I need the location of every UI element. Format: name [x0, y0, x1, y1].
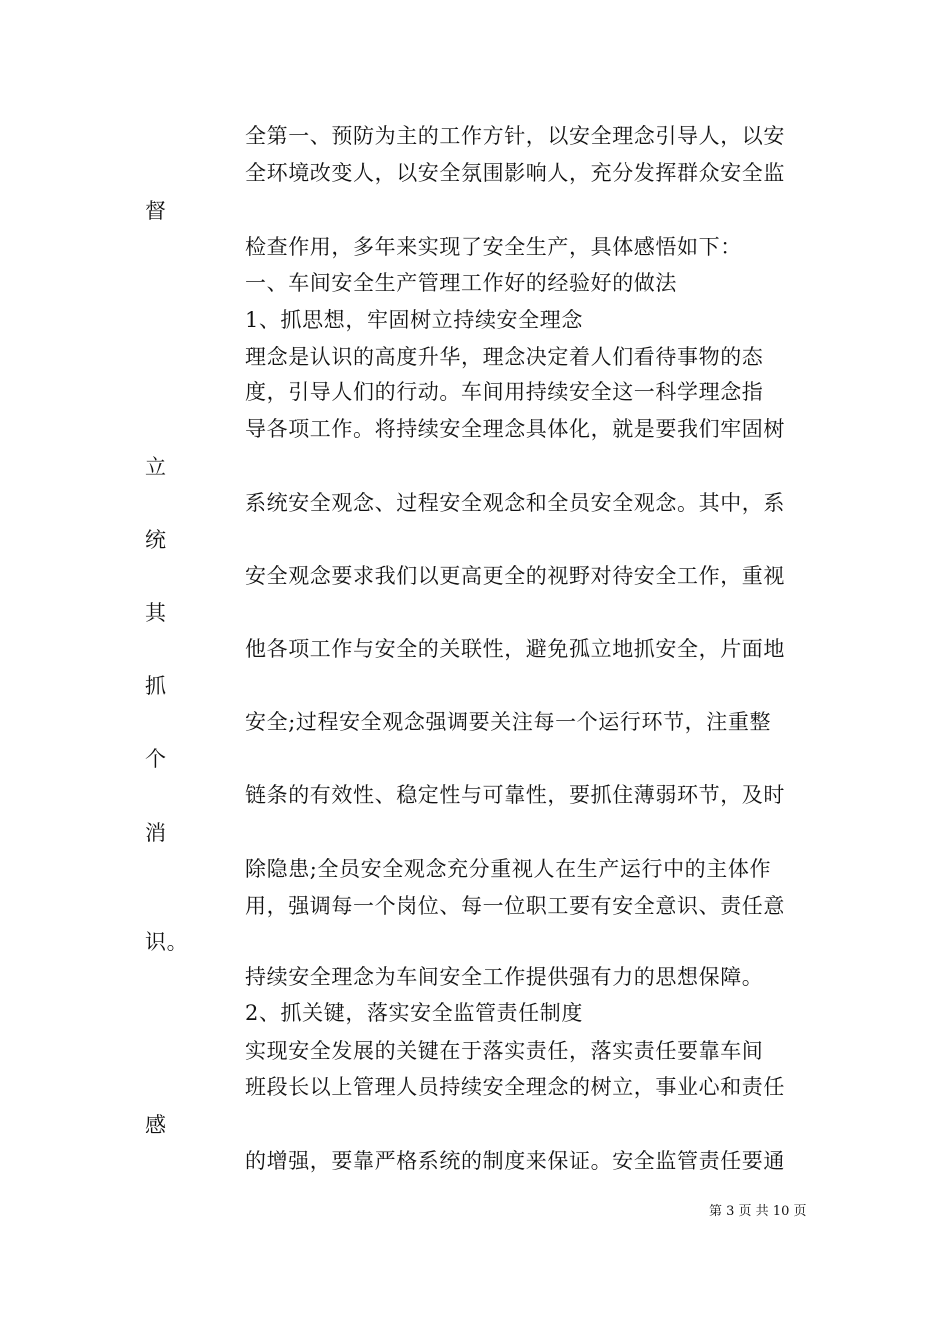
text-line: 他各项工作与安全的关联性，避免孤立地抓安全，片面地: [245, 637, 785, 661]
text-line: 安全观念要求我们以更高更全的视野对待安全工作，重视: [245, 564, 785, 588]
text-line: 感: [145, 1113, 167, 1137]
text-line: 督: [145, 199, 167, 223]
text-line: 的增强，要靠严格系统的制度来保证。安全监管责任要通: [245, 1149, 785, 1173]
text-line: 链条的有效性、稳定性与可靠性，要抓住薄弱环节，及时: [245, 783, 785, 807]
text-line: 立: [145, 455, 167, 479]
text-line: 全环境改变人，以安全氛围影响人，充分发挥群众安全监: [245, 161, 785, 185]
text-line: 导各项工作。将持续安全理念具体化，就是要我们牢固树: [245, 417, 785, 441]
text-line: 理念是认识的高度升华，理念决定着人们看待事物的态: [245, 345, 764, 369]
text-line: 系统安全观念、过程安全观念和全员安全观念。其中，系: [245, 491, 785, 515]
text-line: 其: [145, 601, 167, 625]
text-line: 安全;过程安全观念强调要关注每一个运行环节，注重整: [245, 710, 772, 734]
text-line: 识。: [145, 930, 189, 954]
text-line: 抓: [145, 674, 167, 698]
text-line: 班段长以上管理人员持续安全理念的树立，事业心和责任: [245, 1075, 785, 1099]
text-line: 除隐患;全员安全观念充分重视人在生产运行中的主体作: [245, 857, 772, 881]
text-line: 度，引导人们的行动。车间用持续安全这一科学理念指: [245, 380, 764, 404]
text-line: 用，强调每一个岗位、每一位职工要有安全意识、责任意: [245, 894, 785, 918]
page-number: 第 3 页 共 10 页: [709, 1204, 807, 1219]
subsection-heading: 1、抓思想，牢固树立持续安全理念: [245, 308, 583, 332]
section-heading: 一、车间安全生产管理工作好的经验好的做法: [245, 271, 677, 295]
text-line: 个: [145, 747, 167, 771]
text-line: 持续安全理念为车间安全工作提供强有力的思想保障。: [245, 965, 764, 989]
text-line: 检查作用，多年来实现了安全生产，具体感悟如下：: [245, 235, 742, 259]
text-line: 实现安全发展的关键在于落实责任，落实责任要靠车间: [245, 1039, 764, 1063]
subsection-heading: 2、抓关键，落实安全监管责任制度: [245, 1001, 583, 1025]
text-line: 全第一、预防为主的工作方针，以安全理念引导人，以安: [245, 124, 785, 148]
text-line: 统: [145, 528, 167, 552]
text-line: 消: [145, 821, 167, 845]
